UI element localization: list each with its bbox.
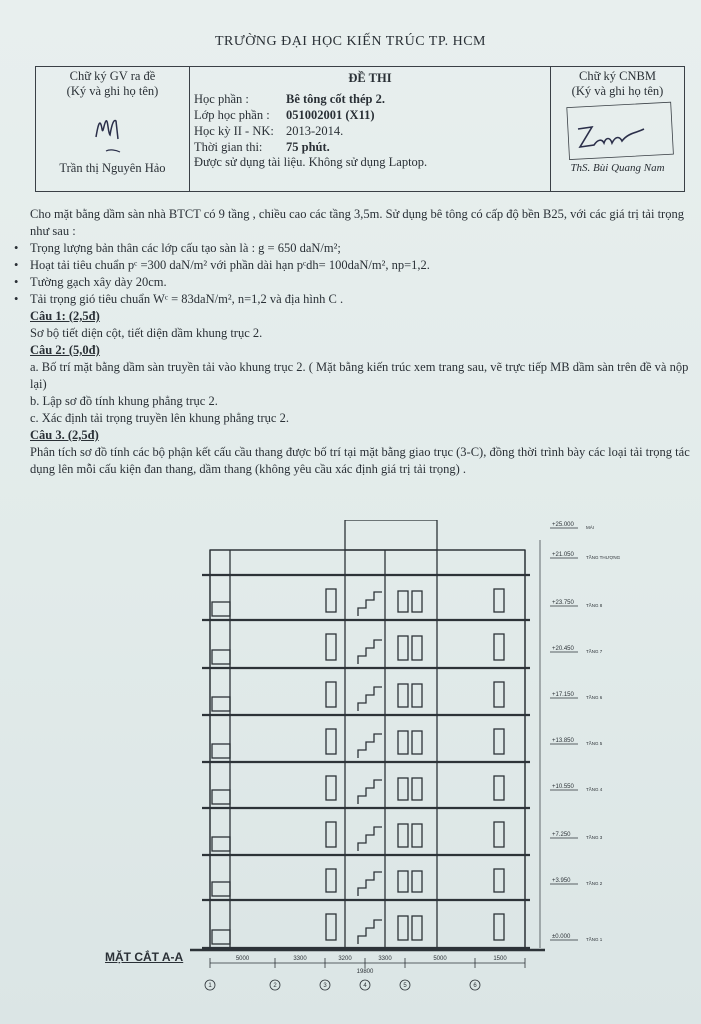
balcony <box>212 602 230 616</box>
level-elevation: +21.050 <box>552 552 574 558</box>
level-name: TẦNG 7 <box>586 649 603 654</box>
info-val-duration: 75 phút. <box>286 140 330 154</box>
bullet-wall: • Tường gạch xây dày 20cm. <box>30 274 690 291</box>
exam-title: ĐỀ THI <box>348 71 392 85</box>
window <box>412 636 422 660</box>
level-name: TẦNG 4 <box>586 787 603 792</box>
intro-paragraph: Cho mặt bằng dầm sàn nhà BTCT có 9 tầng , chiều cao các tầng 3,5m. Sử dụng bê tông có cấp độ bền B25, với các giá trị tải trọng như sau : <box>30 207 684 238</box>
dimension-label: 3300 <box>378 956 392 962</box>
info-key-duration: Thời gian thi: <box>194 140 263 154</box>
stair-flight <box>358 734 382 758</box>
door <box>494 822 504 847</box>
exam-note: Được sử dụng tài liệu. Không sử dụng Laptop. <box>194 155 428 169</box>
total-dimension: 19800 <box>356 969 374 975</box>
exam-header-table <box>35 66 685 192</box>
level-elevation: +7.250 <box>552 832 571 838</box>
lecturer-signature-cell <box>36 67 190 192</box>
axis-label: 2 <box>273 983 277 989</box>
level-name: TẦNG 6 <box>586 695 603 700</box>
level-name: TẦNG 3 <box>586 835 603 840</box>
door <box>494 634 504 660</box>
window <box>412 591 422 612</box>
level-name: TẦNG 5 <box>586 741 603 746</box>
door <box>326 822 336 847</box>
stair-flight <box>358 640 382 664</box>
level-name: MÁI <box>586 525 595 530</box>
balcony <box>212 650 230 664</box>
window <box>412 778 422 800</box>
window <box>412 871 422 892</box>
question-2a: a. Bố trí mặt bằng dầm sàn truyền tải vào khung trục 2. ( Mặt bằng kiến trúc xem trang sau, vẽ trực tiếp MB dầm sàn trên đề và nộp lại) <box>30 360 689 391</box>
lecturer-label: Chữ ký GV ra đề <box>69 69 156 83</box>
level-elevation: +23.750 <box>552 600 574 606</box>
level-elevation: +13.850 <box>552 738 574 744</box>
window <box>398 916 408 940</box>
level-name: TẦNG THƯỢNG <box>586 555 621 560</box>
window <box>412 684 422 707</box>
exam-info-cell <box>190 67 551 192</box>
door <box>326 869 336 892</box>
info-val-term: 2013-2014. <box>286 124 344 138</box>
window <box>412 916 422 940</box>
door <box>326 589 336 612</box>
question-2-title: Câu 2: (5,0đ) <box>30 343 100 357</box>
stair-flight <box>358 780 382 804</box>
stair-flight <box>358 827 382 851</box>
window <box>412 731 422 754</box>
window <box>398 871 408 892</box>
door <box>494 682 504 707</box>
question-3-title: Câu 3. (2,5đ) <box>30 428 99 442</box>
level-elevation: +3.950 <box>552 878 571 884</box>
bullet-live-load: • Hoạt tải tiêu chuẩn pᶜ =300 daN/m² với phần dài hạn pᶜdh= 100daN/m², np=1,2. <box>30 257 690 274</box>
level-name: TẦNG 2 <box>586 881 603 886</box>
head-signature-cell <box>551 67 685 192</box>
level-name: TẦNG 1 <box>586 937 603 942</box>
door <box>326 634 336 660</box>
roof-stair-house <box>345 520 437 550</box>
question-2c: c. Xác định tải trọng truyền lên khung phẳng trục 2. <box>30 411 289 425</box>
lecturer-signature <box>40 99 185 161</box>
axis-label: 4 <box>363 983 367 989</box>
dimension-label: 5000 <box>235 956 250 962</box>
window <box>398 636 408 660</box>
level-elevation: +17.150 <box>552 692 574 698</box>
door <box>494 914 504 940</box>
dimension-label: 1500 <box>493 956 507 962</box>
lecturer-name: Trần thị Nguyên Hảo <box>59 161 166 175</box>
stair-flight <box>358 687 382 711</box>
head-sublabel: (Ký và ghi họ tên) <box>571 84 664 98</box>
door <box>494 869 504 892</box>
balcony <box>212 697 230 711</box>
axis-label: 3 <box>323 983 327 989</box>
question-3-text: Phân tích sơ đồ tính các bộ phận kết cấu cầu thang được bố trí tại mặt bằng giao trục (3-C), đồng thời trình bày các loại tải trọng tác dụng lên mỗi cấu kiện đan thang, dầm thang (không yêu cầu xác định giá trị tải trọng) . <box>30 445 690 476</box>
question-2b: b. Lập sơ đồ tính khung phẳng trục 2. <box>30 394 218 408</box>
exam-body <box>30 206 690 478</box>
level-elevation: ±0.000 <box>552 934 571 940</box>
level-elevation: +25.000 <box>552 522 574 528</box>
window <box>398 778 408 800</box>
balcony <box>212 882 230 896</box>
dimension-label: 3200 <box>338 956 352 962</box>
balcony <box>212 930 230 944</box>
level-name: TẦNG 8 <box>586 603 603 608</box>
question-1-title: Câu 1: (2,5đ) <box>30 309 100 323</box>
head-signature <box>555 99 680 161</box>
info-key-course: Học phần : <box>194 92 249 106</box>
window <box>398 684 408 707</box>
bullet-wind: • Tải trọng gió tiêu chuẩn Wᶜ = 83daN/m², n=1,2 và địa hình C . <box>30 291 690 308</box>
stair-flight <box>358 592 382 616</box>
head-label: Chữ ký CNBM <box>579 69 656 83</box>
axis-label: 1 <box>208 983 212 989</box>
stair-flight <box>358 872 382 896</box>
dimension-label: 5000 <box>433 956 447 962</box>
school-name: TRƯỜNG ĐẠI HỌC KIẾN TRÚC TP. HCM <box>215 34 486 49</box>
door <box>494 776 504 800</box>
balcony <box>212 744 230 758</box>
dimension-label: 3300 <box>293 956 307 962</box>
window <box>398 824 408 847</box>
building-outline <box>210 550 525 948</box>
window <box>398 591 408 612</box>
question-1-text: Sơ bộ tiết diện cột, tiết diện dầm khung trục 2. <box>30 326 263 340</box>
section-label: MẶT CẮT A-A <box>105 950 184 964</box>
axis-label: 5 <box>403 983 407 989</box>
stair-flight <box>358 920 382 944</box>
door <box>494 729 504 754</box>
info-key-term: Học kỳ II - NK: <box>194 124 274 138</box>
balcony <box>212 790 230 804</box>
info-val-course: Bê tông cốt thép 2. <box>286 92 385 106</box>
level-elevation: +20.450 <box>552 646 574 652</box>
lecturer-sublabel: (Ký và ghi họ tên) <box>66 84 159 98</box>
head-name: ThS. Bùi Quang Nam <box>570 162 665 174</box>
info-key-class: Lớp học phần : <box>194 108 270 122</box>
balcony <box>212 837 230 851</box>
info-val-class: 051002001 (X11) <box>286 108 375 122</box>
door <box>326 682 336 707</box>
exam-info <box>194 92 546 155</box>
window <box>412 824 422 847</box>
level-elevation: +10.550 <box>552 784 574 790</box>
door <box>494 589 504 612</box>
door <box>326 729 336 754</box>
door <box>326 776 336 800</box>
door <box>326 914 336 940</box>
window <box>398 731 408 754</box>
axis-label: 6 <box>473 983 477 989</box>
section-drawing <box>100 520 700 1000</box>
bullet-self-weight: • Trọng lượng bản thân các lớp cấu tạo sàn là : g = 650 daN/m²; <box>30 240 690 257</box>
